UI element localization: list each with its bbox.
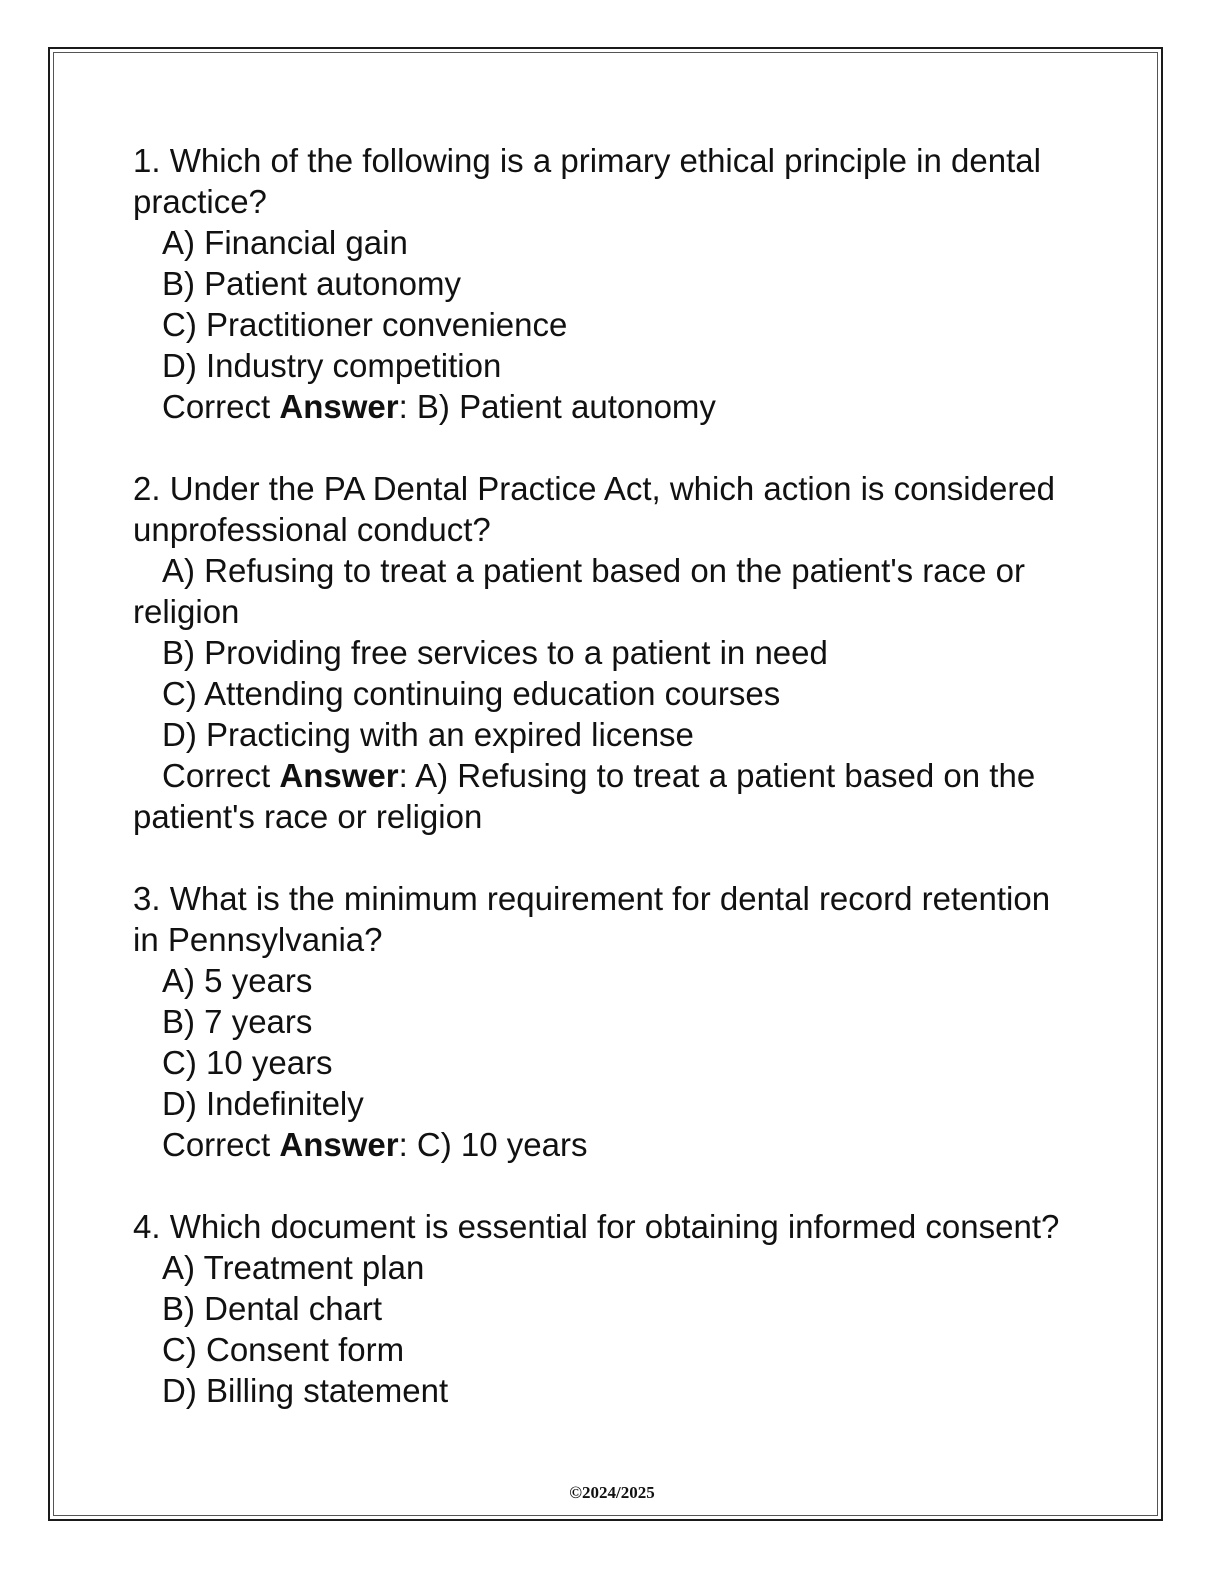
correct-answer [133,755,1073,837]
option-d: D) Indefinitely [162,1085,364,1122]
option-c: C) Practitioner convenience [162,306,568,343]
option-b: B) Providing free services to a patient in need [162,634,828,671]
option-d: D) Billing statement [162,1372,449,1409]
option-b: B) Dental chart [162,1290,383,1327]
answer-label: Answer [279,757,399,794]
option-d: D) Practicing with an expired license [162,716,694,753]
option-c: C) Consent form [162,1331,405,1368]
answer-prefix: Correct [162,1126,280,1163]
answer-prefix: Correct [162,388,280,425]
option-b: B) Patient autonomy [162,265,461,302]
question-text: 4. Which document is essential for obtaining informed consent? [133,1208,1060,1245]
answer-label: Answer [279,388,399,425]
answer-label: Answer [279,1126,399,1163]
answer-value: : A) Refusing to treat a patient based on the patient's race or religion [133,757,1036,835]
option-a: A) Treatment plan [162,1249,425,1286]
question-list [133,140,1073,1452]
copyright-footer: ©2024/2025 [569,1483,655,1502]
question-text: 1. Which of the following is a primary ethical principle in dental practice? [133,142,1041,220]
option-a: A) Financial gain [162,224,408,261]
question-3 [133,878,1073,1165]
correct-answer [133,386,1073,427]
option-a: A) Refusing to treat a patient based on the patient's race or religion [133,552,1025,630]
question-4 [133,1206,1073,1411]
answer-value: : C) 10 years [398,1126,588,1163]
answer-value: : B) Patient autonomy [398,388,716,425]
question-2 [133,468,1073,837]
option-d: D) Industry competition [162,347,502,384]
correct-answer [133,1124,1073,1165]
question-text: 2. Under the PA Dental Practice Act, which action is considered unprofessional conduct? [133,470,1056,548]
option-c: C) Attending continuing education courses [162,675,781,712]
answer-prefix: Correct [162,757,280,794]
question-text: 3. What is the minimum requirement for dental record retention in Pennsylvania? [133,880,1051,958]
option-b: B) 7 years [162,1003,313,1040]
question-1 [133,140,1073,427]
option-a: A) 5 years [162,962,313,999]
option-c: C) 10 years [162,1044,333,1081]
